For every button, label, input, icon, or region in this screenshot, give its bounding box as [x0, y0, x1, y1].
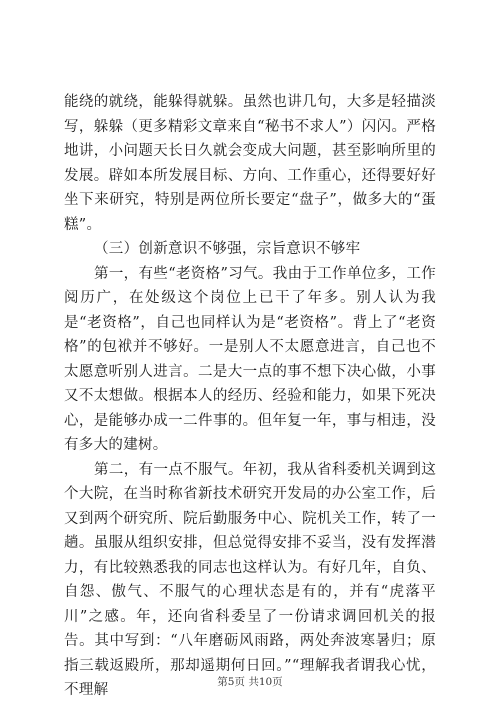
paragraph-first-point: 第一，有些“老资格”习气。我由于工作单位多，工作阅历广，在处级这个岗位上已干了年多。别人认为我是“老资格”，自己也同样认为是“老资格”。背上了“老资格”的包袱并不够好。一是别人不太愿意进言，自己也不太愿意听别人进言。二是大一点的事不想下决心做，小事又不太想做。根据本人的经历、经验和能力，如果下死决心，是能够办成一二件事的。但年复一年，事与相违，没有多大的建树。: [64, 265, 436, 453]
paragraph-second-point: 第二，有一点不服气。年初，我从省科委机关调到这个大院，在当时称省新技术研究开发局的办公室工作，后又到两个研究所、院后勤服务中心、院机关工作，转了一趟。虽服从组织安排，但总觉得安排不妥当，没有发挥潜力，有比较熟悉我的同志也这样认为。有好几年，自负、自怨、傲气、不服气的心理状态是有的，并有“虎落平川”之感。年，还向省科委呈了一份请求调回机关的报告。其中写到：“八年磨砺风雨路，两处奔波寒暑归；原指三载返殿所，那却遥期何日回。”“理解我者谓我心忧，不理解: [64, 461, 436, 698]
paragraph-continuation: 能绕的就绕，能躲得就躲。虽然也讲几句，大多是轻描淡写，躲躲（更多精彩文章来自“秘书不求人”）闪闪。严格地讲，小问题天长日久就会变成大问题，甚至影响所里的发展。辟如本所发展目标、方向、工作重心，还得要好好坐下来研究，特别是两位所长要定“盘子”，做多大的“蛋糕”。: [64, 94, 436, 233]
section-heading: （三）创新意识不够强，宗旨意识不够牢: [94, 241, 361, 257]
document-body: [64, 90, 436, 703]
page-footer: 第5页 共10页: [217, 676, 283, 688]
